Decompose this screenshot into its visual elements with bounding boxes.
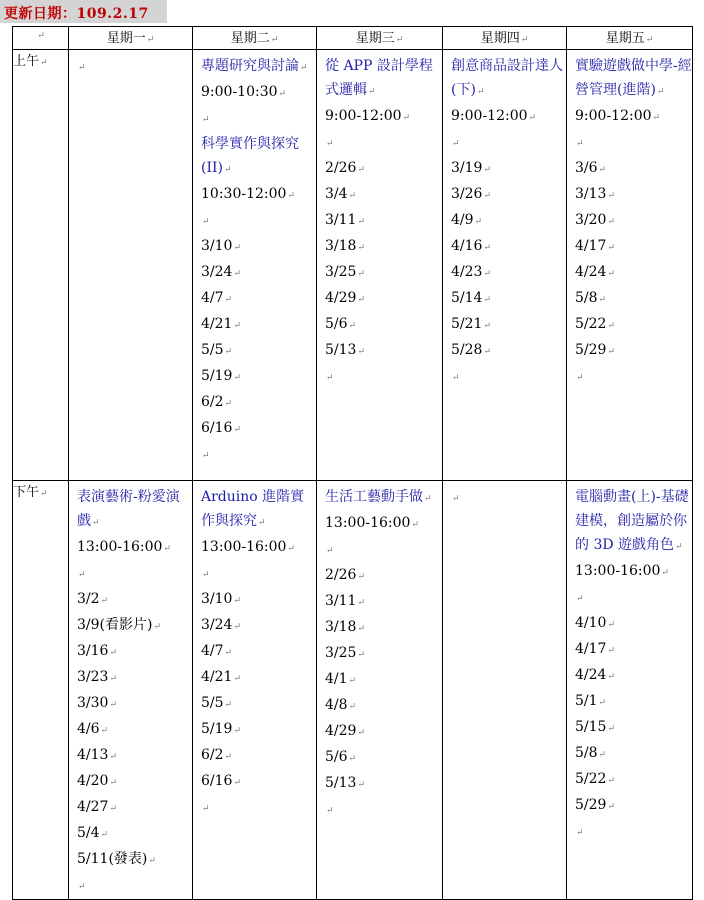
paragraph-mark-icon: ↵ [278, 89, 287, 99]
paragraph-mark-icon: ↵ [357, 347, 365, 357]
session-date: 3/18↵ [325, 619, 365, 635]
session-date: 5/6↵ [325, 316, 357, 332]
blank-line [325, 537, 442, 563]
paragraph-mark-icon: ↵ [109, 778, 117, 788]
session-date: 5/19↵ [201, 368, 241, 384]
paragraph-mark-icon: ↵ [607, 347, 615, 357]
paragraph-mark-icon: ↵ [233, 425, 241, 435]
course-title: 電腦動畫(上)-基礎建模，創造屬於你的 3D 遊戲角色↵ [575, 489, 689, 553]
session-date: 3/23↵ [77, 669, 117, 685]
paragraph-mark-icon: ↵ [576, 828, 584, 838]
paragraph-mark-icon: ↵ [92, 518, 100, 528]
session-date: 3/19↵ [451, 160, 491, 176]
paragraph-mark-icon: ↵ [326, 139, 334, 149]
course-title: 生活工藝動手做↵ [325, 489, 432, 505]
course-time: 13:00-16:00↵ [201, 539, 295, 555]
paragraph-mark-icon: ↵ [233, 596, 241, 606]
paragraph-mark-icon: ↵ [452, 494, 460, 504]
period-label: 下午 [13, 485, 40, 500]
paragraph-mark-icon: ↵ [233, 726, 241, 736]
paragraph-mark-icon: ↵ [357, 598, 365, 608]
paragraph-mark-icon: ↵ [598, 698, 607, 708]
session-date: 4/17↵ [575, 641, 615, 657]
session-date: 3/11↵ [325, 212, 365, 228]
course-title: 表演藝術-粉愛演戲↵ [77, 489, 180, 529]
session-date: 6/16↵ [201, 773, 241, 789]
paragraph-mark-icon: ↵ [109, 700, 117, 710]
update-date: 更新日期：109.2.17 [4, 6, 149, 22]
paragraph-mark-icon: ↵ [483, 243, 491, 253]
paragraph-mark-icon: ↵ [607, 269, 615, 279]
course-time: 10:30-12:00↵ [201, 186, 295, 202]
blank-line [325, 364, 442, 390]
session-date: 3/9(看影片)↵ [77, 617, 162, 633]
session-date: 5/28↵ [451, 342, 491, 358]
paragraph-mark-icon: ↵ [357, 243, 365, 253]
session-date: 4/24↵ [575, 264, 615, 280]
session-date: 4/13↵ [77, 747, 117, 763]
blank-line [201, 106, 316, 132]
session-date: 3/25↵ [325, 645, 365, 661]
session-date: 3/2↵ [77, 591, 109, 607]
session-date: 4/21↵ [201, 669, 241, 685]
session-date: 5/5↵ [201, 695, 233, 711]
session-date: 6/2↵ [201, 394, 233, 410]
blank-line [575, 585, 692, 611]
course-cell [193, 481, 317, 900]
paragraph-mark-icon: ↵ [474, 217, 483, 227]
session-date: 3/30↵ [77, 695, 117, 711]
period-label-cell [13, 50, 69, 481]
session-date: 3/18↵ [325, 238, 365, 254]
paragraph-mark-icon: ↵ [233, 674, 241, 684]
session-date: 4/9↵ [451, 212, 483, 228]
course-cell-content [193, 481, 316, 821]
paragraph-mark-icon: ↵ [287, 191, 295, 201]
session-date: 5/14↵ [451, 290, 491, 306]
course-cell [317, 50, 443, 481]
paragraph-mark-icon: ↵ [146, 35, 155, 45]
session-date: 5/13↵ [325, 342, 365, 358]
paragraph-mark-icon: ↵ [233, 321, 241, 331]
paragraph-mark-icon: ↵ [348, 754, 357, 764]
paragraph-mark-icon: ↵ [607, 217, 615, 227]
paragraph-mark-icon: ↵ [661, 568, 669, 578]
paragraph-mark-icon: ↵ [163, 544, 171, 554]
session-date: 3/16↵ [77, 643, 117, 659]
header-day-thu: 星期四↵ [443, 27, 567, 50]
session-date: 4/17↵ [575, 238, 615, 254]
paragraph-mark-icon: ↵ [652, 113, 661, 123]
session-date: 4/1↵ [325, 671, 357, 687]
paragraph-mark-icon: ↵ [656, 87, 665, 97]
session-date: 5/22↵ [575, 771, 615, 787]
session-date: 4/16↵ [451, 238, 491, 254]
paragraph-mark-icon: ↵ [202, 115, 210, 125]
session-date: 5/19↵ [201, 721, 241, 737]
paragraph-mark-icon: ↵ [348, 702, 357, 712]
session-date: 5/8↵ [575, 290, 607, 306]
paragraph-mark-icon: ↵ [528, 113, 537, 123]
paragraph-mark-icon: ↵ [109, 674, 117, 684]
paragraph-mark-icon: ↵ [424, 494, 432, 504]
course-cell [567, 481, 693, 900]
blank-line [201, 795, 316, 821]
course-cell-content [567, 50, 692, 390]
paragraph-mark-icon: ↵ [483, 295, 491, 305]
course-title: 科學實作與探究(II)↵ [201, 136, 299, 176]
blank-line [201, 208, 316, 234]
paragraph-mark-icon: ↵ [233, 243, 241, 253]
session-date: 4/21↵ [201, 316, 241, 332]
session-date: 2/26↵ [325, 160, 365, 176]
session-date: 4/7↵ [201, 643, 233, 659]
paragraph-mark-icon: ↵ [224, 399, 233, 409]
session-date: 2/26↵ [325, 567, 365, 583]
paragraph-mark-icon: ↵ [326, 546, 334, 556]
paragraph-mark-icon: ↵ [233, 622, 241, 632]
paragraph-mark-icon: ↵ [40, 489, 48, 499]
paragraph-mark-icon: ↵ [287, 544, 295, 554]
paragraph-mark-icon: ↵ [348, 676, 357, 686]
course-title: 從 APP 設計學程式邏輯↵ [325, 58, 433, 98]
course-cell [193, 50, 317, 481]
paragraph-mark-icon: ↵ [607, 243, 615, 253]
paragraph-mark-icon: ↵ [607, 724, 615, 734]
paragraph-mark-icon: ↵ [598, 165, 607, 175]
paragraph-mark-icon: ↵ [78, 882, 86, 892]
session-date: 5/29↵ [575, 342, 615, 358]
session-date: 5/6↵ [325, 749, 357, 765]
course-cell-content [443, 481, 566, 511]
header-day-tue: 星期二↵ [193, 27, 317, 50]
update-date-bar [0, 0, 167, 23]
blank-line [77, 561, 192, 587]
blank-line [451, 364, 566, 390]
course-cell-content [443, 50, 566, 390]
paragraph-mark-icon: ↵ [607, 620, 615, 630]
paragraph-mark-icon: ↵ [483, 321, 491, 331]
paragraph-mark-icon: ↵ [202, 217, 210, 227]
session-date: 3/6↵ [575, 160, 607, 176]
paragraph-mark-icon: ↵ [202, 804, 210, 814]
paragraph-mark-icon: ↵ [607, 776, 615, 786]
session-date: 4/7↵ [201, 290, 233, 306]
session-date: 3/13↵ [575, 186, 615, 202]
blank-line [325, 130, 442, 156]
session-date: 4/29↵ [325, 290, 365, 306]
paragraph-mark-icon: ↵ [348, 321, 357, 331]
session-date: 5/11(發表)↵ [77, 851, 156, 867]
paragraph-mark-icon: ↵ [607, 672, 615, 682]
course-title: Arduino 進階實作與探究↵ [201, 489, 305, 529]
paragraph-mark-icon: ↵ [357, 217, 365, 227]
blank-line [575, 364, 692, 390]
session-date: 3/24↵ [201, 617, 241, 633]
course-title: 專題研究與討論↵ [201, 58, 308, 74]
paragraph-mark-icon: ↵ [576, 594, 584, 604]
session-date: 6/16↵ [201, 420, 241, 436]
paragraph-mark-icon: ↵ [607, 802, 615, 812]
paragraph-mark-icon: ↵ [357, 165, 365, 175]
header-day-wed: 星期三↵ [317, 27, 443, 50]
paragraph-mark-icon: ↵ [452, 373, 460, 383]
paragraph-mark-icon: ↵ [233, 778, 241, 788]
session-date: 5/29↵ [575, 797, 615, 813]
paragraph-mark-icon: ↵ [607, 646, 615, 656]
paragraph-mark-icon: ↵ [357, 269, 365, 279]
course-cell [443, 481, 567, 900]
course-time: 9:00-12:00↵ [575, 108, 661, 124]
paragraph-mark-icon: ↵ [224, 347, 233, 357]
session-date: 3/24↵ [201, 264, 241, 280]
session-date: 4/29↵ [325, 723, 365, 739]
paragraph-mark-icon: ↵ [100, 596, 109, 606]
paragraph-mark-icon: ↵ [607, 321, 615, 331]
paragraph-mark-icon: ↵ [645, 35, 654, 45]
paragraph-mark-icon: ↵ [675, 542, 683, 552]
course-time: 13:00-16:00↵ [575, 563, 669, 579]
course-cell-content [69, 50, 192, 80]
paragraph-mark-icon: ↵ [357, 572, 365, 582]
session-date: 3/20↵ [575, 212, 615, 228]
blank-line [575, 130, 692, 156]
header-corner [13, 27, 69, 50]
course-cell-content [567, 481, 692, 845]
course-time: 9:00-10:30↵ [201, 84, 287, 100]
paragraph-mark-icon: ↵ [40, 58, 48, 68]
paragraph-mark-icon: ↵ [100, 726, 109, 736]
schedule-row [13, 50, 693, 481]
blank-line [77, 873, 192, 899]
blank-line [325, 797, 442, 823]
paragraph-mark-icon: ↵ [148, 856, 156, 866]
paragraph-mark-icon: ↵ [326, 373, 334, 383]
paragraph-mark-icon: ↵ [598, 750, 607, 760]
course-cell-content [193, 50, 316, 468]
paragraph-mark-icon: ↵ [202, 451, 210, 461]
paragraph-mark-icon: ↵ [109, 804, 117, 814]
paragraph-mark-icon: ↵ [483, 165, 491, 175]
session-date: 4/8↵ [325, 697, 357, 713]
header-row [13, 27, 693, 50]
course-title: 創意商品設計達人(下)↵ [451, 58, 563, 98]
paragraph-mark-icon: ↵ [576, 373, 584, 383]
course-cell [443, 50, 567, 481]
session-date: 5/21↵ [451, 316, 491, 332]
course-cell [69, 481, 193, 900]
paragraph-mark-icon: ↵ [270, 35, 279, 45]
paragraph-mark-icon: ↵ [357, 624, 365, 634]
paragraph-mark-icon: ↵ [233, 269, 241, 279]
course-cell [69, 50, 193, 481]
paragraph-mark-icon: ↵ [476, 87, 485, 97]
header-day-mon: 星期一↵ [69, 27, 193, 50]
course-title: 實驗遊戲做中學-經營管理(進階)↵ [575, 58, 692, 98]
course-cell [317, 481, 443, 900]
session-date: 4/24↵ [575, 667, 615, 683]
session-date: 5/13↵ [325, 775, 365, 791]
paragraph-mark-icon: ↵ [357, 728, 365, 738]
session-date: 5/4↵ [77, 825, 109, 841]
session-date: 3/26↵ [451, 186, 491, 202]
paragraph-mark-icon: ↵ [202, 570, 210, 580]
paragraph-mark-icon: ↵ [483, 191, 491, 201]
course-time: 13:00-16:00↵ [325, 515, 419, 531]
paragraph-mark-icon: ↵ [576, 139, 584, 149]
paragraph-mark-icon: ↵ [452, 139, 460, 149]
session-date: 5/22↵ [575, 316, 615, 332]
paragraph-mark-icon: ↵ [357, 295, 365, 305]
course-cell-content [317, 50, 442, 390]
blank-line [575, 819, 692, 845]
paragraph-mark-icon: ↵ [607, 191, 615, 201]
session-date: 4/6↵ [77, 721, 109, 737]
blank-line [201, 442, 316, 468]
session-date: 3/10↵ [201, 238, 241, 254]
paragraph-mark-icon: ↵ [224, 700, 233, 710]
course-time: 13:00-16:00↵ [77, 539, 171, 555]
course-cell-content [69, 481, 192, 899]
paragraph-mark-icon: ↵ [357, 650, 365, 660]
session-date: 5/1↵ [575, 693, 607, 709]
paragraph-mark-icon: ↵ [411, 520, 419, 530]
session-date: 3/4↵ [325, 186, 357, 202]
paragraph-mark-icon: ↵ [258, 518, 266, 528]
weekly-schedule-table [12, 26, 693, 900]
session-date: 4/23↵ [451, 264, 491, 280]
paragraph-mark-icon: ↵ [300, 63, 308, 73]
blank-line [201, 561, 316, 587]
session-date: 6/2↵ [201, 747, 233, 763]
header-day-fri: 星期五↵ [567, 27, 693, 50]
paragraph-mark-icon: ↵ [224, 295, 233, 305]
paragraph-mark-icon: ↵ [233, 373, 241, 383]
paragraph-mark-icon: ↵ [402, 113, 411, 123]
paragraph-mark-icon: ↵ [153, 622, 162, 632]
session-date: 5/15↵ [575, 719, 615, 735]
session-date: 3/25↵ [325, 264, 365, 280]
paragraph-mark-icon: ↵ [78, 63, 86, 73]
course-time: 9:00-12:00↵ [451, 108, 537, 124]
paragraph-mark-icon: ↵ [223, 165, 232, 175]
paragraph-mark-icon: ↵ [224, 752, 233, 762]
paragraph-mark-icon: ↵ [483, 347, 491, 357]
paragraph-mark-icon: ↵ [109, 752, 117, 762]
course-cell-content [317, 481, 442, 823]
paragraph-mark-icon: ↵ [37, 31, 45, 41]
paragraph-mark-icon: ↵ [100, 830, 109, 840]
session-date: 5/8↵ [575, 745, 607, 761]
paragraph-mark-icon: ↵ [224, 648, 233, 658]
paragraph-mark-icon: ↵ [78, 570, 86, 580]
session-date: 3/10↵ [201, 591, 241, 607]
course-cell [567, 50, 693, 481]
session-date: 4/27↵ [77, 799, 117, 815]
session-date: 3/11↵ [325, 593, 365, 609]
paragraph-mark-icon: ↵ [520, 35, 529, 45]
paragraph-mark-icon: ↵ [326, 806, 334, 816]
paragraph-mark-icon: ↵ [395, 35, 404, 45]
session-date: 5/5↵ [201, 342, 233, 358]
paragraph-mark-icon: ↵ [483, 269, 491, 279]
session-date: 4/10↵ [575, 615, 615, 631]
paragraph-mark-icon: ↵ [368, 87, 376, 97]
session-date: 4/20↵ [77, 773, 117, 789]
paragraph-mark-icon: ↵ [348, 191, 357, 201]
period-label-cell [13, 481, 69, 900]
course-time: 9:00-12:00↵ [325, 108, 411, 124]
paragraph-mark-icon: ↵ [598, 295, 607, 305]
paragraph-mark-icon: ↵ [109, 648, 117, 658]
paragraph-mark-icon: ↵ [357, 780, 365, 790]
schedule-row [13, 481, 693, 900]
period-label: 上午 [13, 54, 40, 69]
blank-line [451, 130, 566, 156]
